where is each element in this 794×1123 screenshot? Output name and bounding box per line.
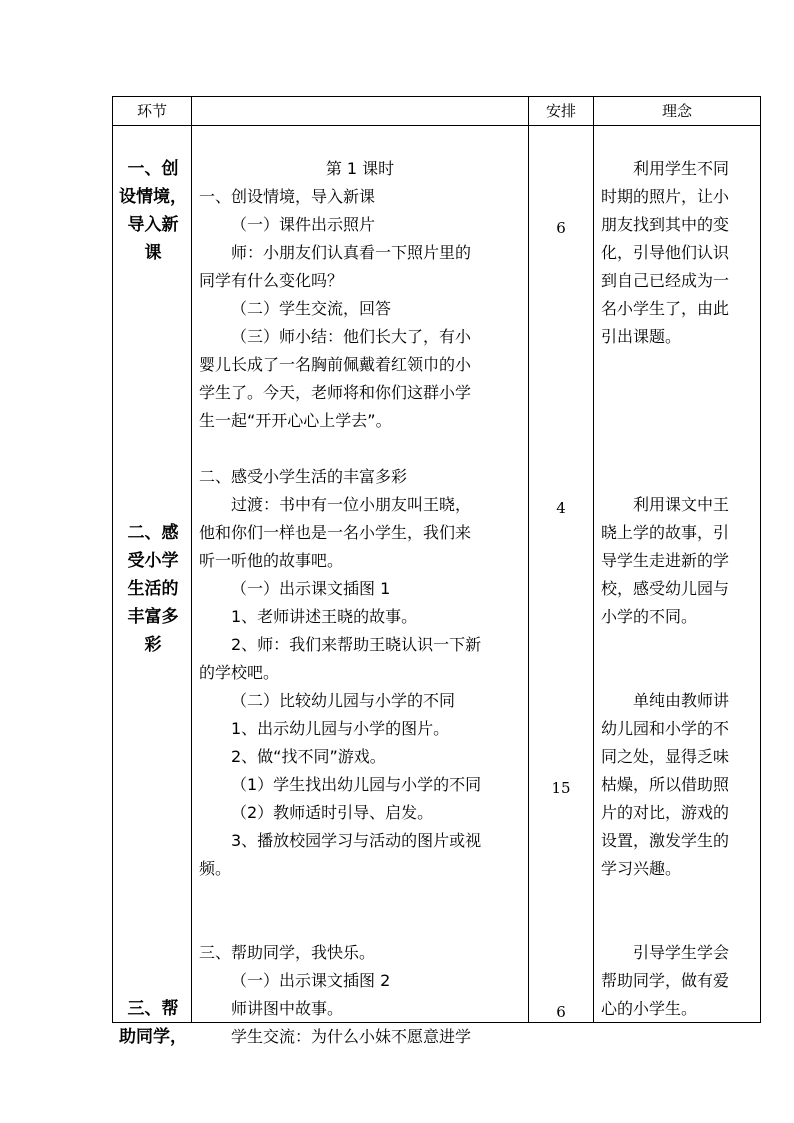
stage-line: 设情境， xyxy=(119,187,187,207)
concept-line: 心的小学生。 xyxy=(601,999,698,1018)
content-line: 生一起“开开心心上学去”。 xyxy=(199,411,392,430)
concept-line: 单纯由教师讲 xyxy=(633,691,730,710)
minutes-value: 15 xyxy=(551,779,571,797)
content-line: 频。 xyxy=(199,859,232,878)
content-column xyxy=(192,126,529,1046)
concept-line: 引导学生学会 xyxy=(633,943,730,962)
content-line: 师讲图中故事。 xyxy=(231,999,344,1018)
content-line: （一）出示课文插图 1 xyxy=(231,579,391,598)
content-line: （一）出示课文插图 2 xyxy=(231,971,391,990)
content-line: 2、师：我们来帮助王晓认识一下新 xyxy=(231,635,482,654)
lesson-plan-table xyxy=(112,96,761,1047)
content-line: 听一听他的故事吧。 xyxy=(199,551,344,570)
minutes-value: 4 xyxy=(556,499,566,517)
stage-line: 生活的 xyxy=(127,579,179,599)
stage-line: 三、帮 xyxy=(127,999,179,1019)
table-body-row xyxy=(113,126,761,1023)
content-line: （二）比较幼儿园与小学的不同 xyxy=(231,691,456,710)
stage-column xyxy=(113,126,192,1047)
content-line: 一、创设情境，导入新课 xyxy=(199,187,376,206)
concept-line: 晓上学的故事，引 xyxy=(601,523,730,542)
header-concept: 理念 xyxy=(594,97,761,126)
content-line: 2、做“找不同”游戏。 xyxy=(231,747,386,766)
minutes-value: 6 xyxy=(556,1003,566,1021)
concept-line: 时期的照片，让小 xyxy=(601,187,730,206)
concept-column xyxy=(594,126,761,1023)
content-line: （1）学生找出幼儿园与小学的不同 xyxy=(231,775,482,794)
header-stage: 环节 xyxy=(113,97,192,126)
concept-line: 幼儿园和小学的不 xyxy=(601,719,730,738)
stage-line: 助同学， xyxy=(119,1027,187,1047)
concept-line: 小学的不同。 xyxy=(601,607,698,626)
stage-line: 一、创 xyxy=(127,159,179,179)
concept-line: 帮助同学，做有爱 xyxy=(601,971,730,990)
content-line: 师：小朋友们认真看一下照片里的 xyxy=(231,243,472,262)
content-line: 婴儿长成了一名胸前佩戴着红领巾的小 xyxy=(199,355,472,374)
concept-line: 化，引导他们认识 xyxy=(601,243,730,262)
content-line: 三、帮助同学，我快乐。 xyxy=(199,943,376,962)
concept-line: 枯燥，所以借助照 xyxy=(601,775,730,794)
concept-line: 片的对比，游戏的 xyxy=(601,803,730,822)
content-line: 过渡：书中有一位小朋友叫王晓， xyxy=(231,495,472,514)
concept-line: 朋友找到其中的变 xyxy=(601,215,730,234)
arrangement-column xyxy=(529,126,594,1023)
content-line: 1、出示幼儿园与小学的图片。 xyxy=(231,719,450,738)
stage-line: 课 xyxy=(144,243,162,263)
stage-line: 丰富多 xyxy=(127,607,179,627)
content-line: 学生交流：为什么小妹不愿意进学 xyxy=(231,1027,472,1046)
concept-line: 名小学生了，由此 xyxy=(601,299,730,318)
content-line: 同学有什么变化吗？ xyxy=(199,271,344,290)
content-line: 1、老师讲述王晓的故事。 xyxy=(231,607,418,626)
concept-line: 导学生走进新的学 xyxy=(601,551,730,570)
header-content xyxy=(192,97,529,126)
concept-line: 同之处，显得乏味 xyxy=(601,747,730,766)
content-line: （一）课件出示照片 xyxy=(231,215,376,234)
stage-line: 彩 xyxy=(144,635,162,655)
stage-line: 二、感 xyxy=(127,523,179,543)
concept-line: 校，感受幼儿园与 xyxy=(601,579,730,598)
concept-line: 学习兴趣。 xyxy=(601,859,682,878)
minutes-value: 6 xyxy=(556,219,566,237)
stage-line: 受小学 xyxy=(127,551,179,571)
content-line: （2）教师适时引导、启发。 xyxy=(231,803,434,822)
content-line: （三）师小结：他们长大了，有小 xyxy=(231,327,472,346)
concept-line: 设置，激发学生的 xyxy=(601,831,730,850)
content-line: （二）学生交流，回答 xyxy=(231,299,392,318)
concept-line: 利用课文中王 xyxy=(633,495,730,514)
header-arrangement: 安排 xyxy=(529,97,594,126)
lesson-period-title: 第 1 课时 xyxy=(325,159,395,178)
stage-line: 导入新 xyxy=(127,215,179,235)
content-line: 他和你们一样也是一名小学生，我们来 xyxy=(199,523,472,542)
concept-line: 利用学生不同 xyxy=(633,159,730,178)
content-line: 3、播放校园学习与活动的图片或视 xyxy=(231,831,482,850)
content-line: 学生了。今天，老师将和你们这群小学 xyxy=(199,383,472,402)
table-header-row xyxy=(113,97,761,126)
content-line: 二、感受小学生活的丰富多彩 xyxy=(199,467,408,486)
content-line: 的学校吧。 xyxy=(199,663,280,682)
concept-line: 到自己已经成为一 xyxy=(601,271,730,290)
concept-line: 引出课题。 xyxy=(601,327,682,346)
